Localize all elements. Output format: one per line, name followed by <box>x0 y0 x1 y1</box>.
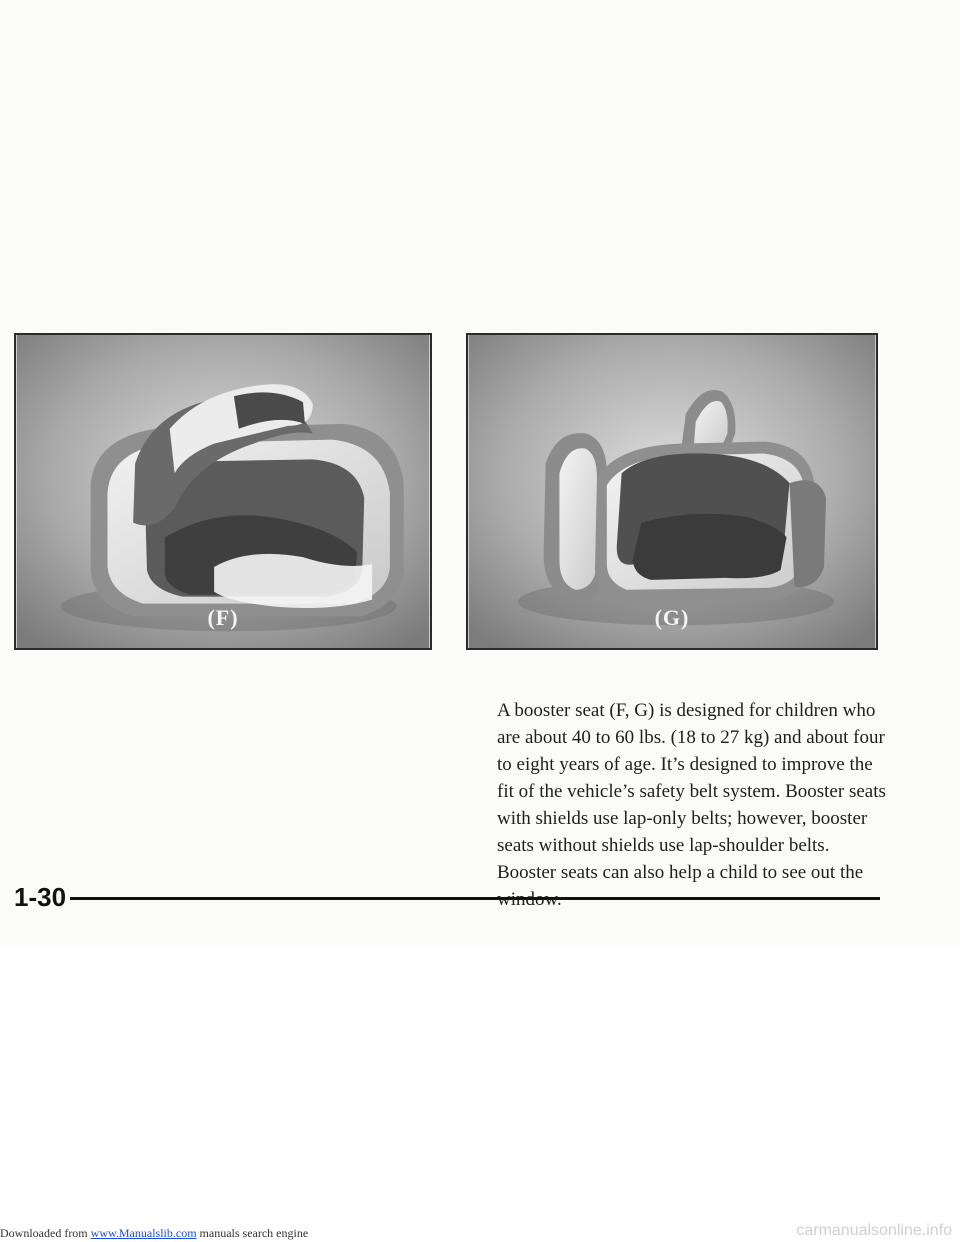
figure-label-f: (F) <box>207 605 239 630</box>
manualslib-link[interactable]: www.Manualslib.com <box>90 1226 197 1240</box>
footer-rule <box>70 897 880 900</box>
download-credit <box>0 1226 308 1241</box>
figure-label-g: (G) <box>654 605 690 630</box>
booster-seat-with-shield-figure <box>14 333 432 650</box>
page-number: 1-30 <box>14 882 67 912</box>
booster-seat-f-illustration <box>16 335 430 648</box>
booster-seat-g-illustration <box>468 335 876 648</box>
download-prefix: Downloaded from <box>0 1226 88 1240</box>
watermark: carmanualsonline.info <box>796 1222 952 1239</box>
body-paragraph: A booster seat (F, G) is designed for children who are about 40 to 60 lbs. (18 to 27 kg) and about four to eight years of age. It’s designed to improve the fit of the vehicle’s safety belt system. Booster seats with shields use lap-only belts; however, booster seats without shields use lap-shoulder belts. Booster seats can also help a child to see out the <box>497 700 886 883</box>
booster-seat-without-shield-figure <box>466 333 878 650</box>
download-suffix: manuals search engine <box>199 1226 309 1240</box>
